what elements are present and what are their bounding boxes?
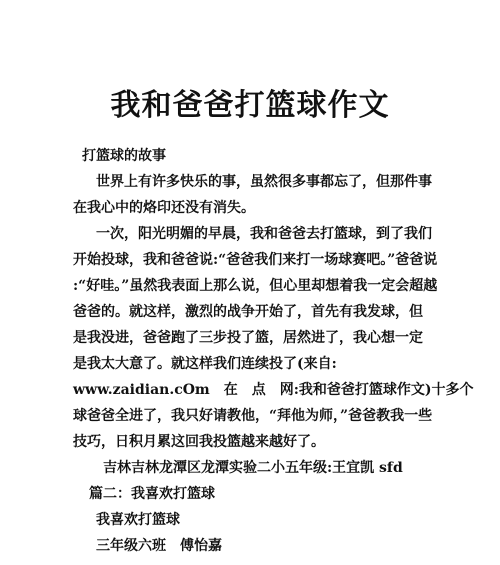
- paragraph-line: 一次，阳光明媚的早晨，我和爸爸去打篮球，到了我们: [96, 226, 432, 242]
- paragraph-line: :“好哇。”虽然我表面上那么说，但心里却想着我一定会超越: [73, 278, 438, 294]
- author-line: 吉林吉林龙潭区龙潭实验二小五年级:王宜凯 sfd: [103, 460, 403, 476]
- author-line: 三年级六班 傅怡嘉: [96, 538, 222, 554]
- paragraph-line: 在我心中的烙印还没有消失。: [73, 200, 255, 216]
- paragraph-line: 技巧，日积月累这回我投篮越来越好了。: [73, 434, 325, 450]
- paragraph-line: www.zaidian.cOm 在 点 网:我和爸爸打篮球作文)十多个: [73, 382, 474, 398]
- paragraph-line: 是我太大意了。就这样我们连续投了(来自:: [73, 356, 337, 372]
- section-heading: 打篮球的故事: [82, 148, 166, 164]
- document-title: 我和爸爸打篮球作文: [110, 88, 390, 123]
- paragraph-line: 是我没进，爸爸跑了三步投了篮，居然进了，我心想一定: [73, 330, 423, 346]
- paragraph-line: 球爸爸全进了，我只好请教他，“拜他为师，”爸爸教我一些: [73, 408, 433, 424]
- paragraph-line: 开始投球，我和爸爸说:“爸爸我们来打一场球赛吧。”爸爸说: [73, 252, 438, 268]
- section-heading: 篇二：我喜欢打篮球: [89, 486, 215, 502]
- section-title: 我喜欢打篮球: [96, 512, 180, 528]
- paragraph-line: 爸爸的。就这样，激烈的战争开始了，首先有我发球，但: [73, 304, 423, 320]
- paragraph-line: 世界上有许多快乐的事，虽然很多事都忘了，但那件事: [96, 174, 432, 190]
